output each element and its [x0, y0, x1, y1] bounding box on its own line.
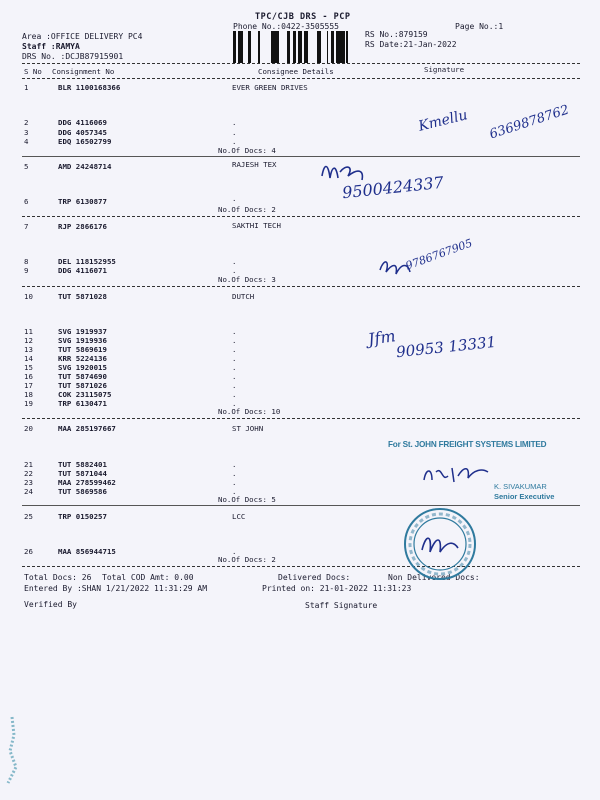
column-signature: Signature [424, 65, 465, 74]
barcode-bar [233, 31, 236, 63]
header-divider [22, 63, 580, 64]
drs-number: DRS No. :DCJB87915901 [22, 52, 124, 61]
docs-count: No.Of Docs: 4 [218, 146, 276, 155]
table-row: 16 TUT 5874690 . [24, 372, 237, 381]
docs-count: No.Of Docs: 5 [218, 495, 276, 504]
table-row: 10 TUT 5871028 [24, 292, 107, 301]
barcode-bar [242, 31, 243, 63]
barcode-bar [240, 31, 242, 63]
footer-divider [22, 566, 580, 567]
verified-by: Verified By [24, 600, 77, 609]
table-row: 21 TUT 5882401 . [24, 460, 237, 469]
table-row: 20 MAA 285197667 [24, 424, 116, 433]
total-cod: Total COD Amt: 0.00 [102, 573, 194, 582]
barcode-bar [293, 31, 296, 63]
table-row: 26 MAA 856944715 . [24, 547, 237, 556]
handwritten-phone-3: 9786767905 [403, 236, 475, 273]
barcode-bar [271, 31, 274, 63]
barcode-bar [288, 31, 290, 63]
docs-count: No.Of Docs: 3 [218, 275, 276, 284]
barcode-bar [299, 31, 302, 63]
barcode-bar [287, 31, 288, 63]
table-row: 22 TUT 5871044 . [24, 469, 237, 478]
barcode-bar [340, 31, 341, 63]
stamp-designation: Senior Executive [494, 492, 555, 501]
handwritten-phone-4: 90953 13331 [395, 332, 497, 362]
barcode [231, 31, 355, 63]
barcode-bar [343, 31, 345, 63]
table-row: 17 TUT 5871026 . [24, 381, 237, 390]
consignee-name: EVER GREEN DRIVES [232, 83, 308, 92]
handwritten-signature-4: Jfm [366, 326, 397, 349]
total-docs: Total Docs: 26 [24, 573, 92, 582]
group-divider [22, 216, 580, 217]
barcode-bar [248, 31, 251, 63]
entered-by: Entered By :SHAN 1/21/2022 11:31:29 AM [24, 584, 208, 593]
table-row: 19 TRP 6130471 . [24, 399, 237, 408]
barcode-bar [258, 31, 260, 63]
consignment-number: BLR 1100168366 [58, 83, 121, 92]
barcode-bar [274, 31, 277, 63]
barcode-bar [339, 31, 340, 63]
scan-smudge [2, 715, 22, 785]
barcode-bar [331, 31, 333, 63]
barcode-bar [336, 31, 339, 63]
barcode-bar [346, 31, 348, 63]
table-row: 24 TUT 5869586 . [24, 487, 237, 496]
docs-count: No.Of Docs: 10 [218, 407, 281, 416]
staff-signature: Staff Signature [305, 601, 378, 610]
non-delivered-docs: Non Delivered Docs: [388, 573, 480, 582]
table-row: 25 TRP 0150257 [24, 512, 107, 521]
barcode-bar [341, 31, 342, 63]
handwritten-phone-2: 9500424337 [341, 172, 445, 203]
table-row: 11 SVG 1919937 . [24, 327, 237, 336]
table-row: 3 DDG 4057345 . [24, 128, 237, 137]
barcode-bar [342, 31, 343, 63]
table-row: 4 EDQ 16502799 . [24, 137, 237, 146]
barcode-bar [333, 31, 334, 63]
barcode-bar [307, 31, 308, 63]
docs-count: No.Of Docs: 2 [218, 555, 276, 564]
table-row: 15 SVG 1920015 . [24, 363, 237, 372]
consignee-name: LCC [232, 512, 246, 521]
stamp-company: For St. JOHN FREIGHT SYSTEMS LIMITED [388, 440, 547, 449]
table-row: 18 COK 23115075 . [24, 390, 237, 399]
barcode-bar [318, 31, 321, 63]
column-sno: S No [24, 67, 42, 76]
group-divider [22, 286, 580, 287]
rs-date: RS Date:21-Jan-2022 [365, 40, 457, 49]
table-row: 12 SVG 1919936 . [24, 336, 237, 345]
company-seal [402, 506, 478, 582]
printed-on: Printed on: 21-01-2022 11:31:23 [262, 584, 412, 593]
table-row: 7 RJP 2866176 [24, 222, 107, 231]
table-row: 2 DDG 4116069 . [24, 118, 237, 127]
area-label: Area :OFFICE DELIVERY PC4 [22, 32, 143, 41]
table-row: 13 TUT 5869619 . [24, 345, 237, 354]
staff-label: Staff :RAMYA [22, 42, 80, 51]
stamp-signature [418, 458, 498, 488]
table-row: 9 DDG 4116071 . [24, 266, 237, 275]
handwritten-signature-1: Kmellu [416, 107, 470, 135]
document-title: TPC/CJB DRS - PCP [255, 12, 351, 22]
consignee-name: SAKTHI TECH [232, 221, 281, 230]
group-divider [22, 418, 580, 419]
group-divider [22, 505, 580, 506]
group-divider [22, 156, 580, 157]
company-stamp [388, 440, 568, 501]
stamp-name: K. SIVAKUMAR [494, 482, 547, 491]
consignee-name: RAJESH TEX [232, 160, 277, 169]
column-consignee: Consignee Details [258, 67, 334, 76]
table-row: 23 MAA 278599462 . [24, 478, 237, 487]
barcode-bar [298, 31, 299, 63]
docs-count: No.Of Docs: 2 [218, 205, 276, 214]
barcode-bar [238, 31, 240, 63]
delivered-docs: Delivered Docs: [278, 573, 351, 582]
consignee-name: DUTCH [232, 292, 255, 301]
table-row: 8 DEL 118152955 . [24, 257, 237, 266]
barcode-bar [304, 31, 307, 63]
barcode-bar [327, 31, 328, 63]
table-row: 6 TRP 6130877 . [24, 194, 237, 206]
phone-number: Phone No.:0422-3505555 [233, 22, 339, 31]
table-row: 14 KRR 5224136 . [24, 354, 237, 363]
columns-divider [22, 78, 580, 79]
barcode-bar [277, 31, 279, 63]
row-number: 1 [24, 83, 29, 92]
consignee-name: ST JOHN [232, 424, 264, 433]
table-row: 5 AMD 24248714 [24, 162, 112, 171]
column-consignment: Consignment No [52, 67, 115, 76]
handwritten-phone-1: 6369878762 [487, 102, 572, 143]
page-number: Page No.:1 [455, 22, 504, 31]
barcode-bar [317, 31, 318, 63]
rs-number: RS No.:879159 [365, 30, 428, 39]
